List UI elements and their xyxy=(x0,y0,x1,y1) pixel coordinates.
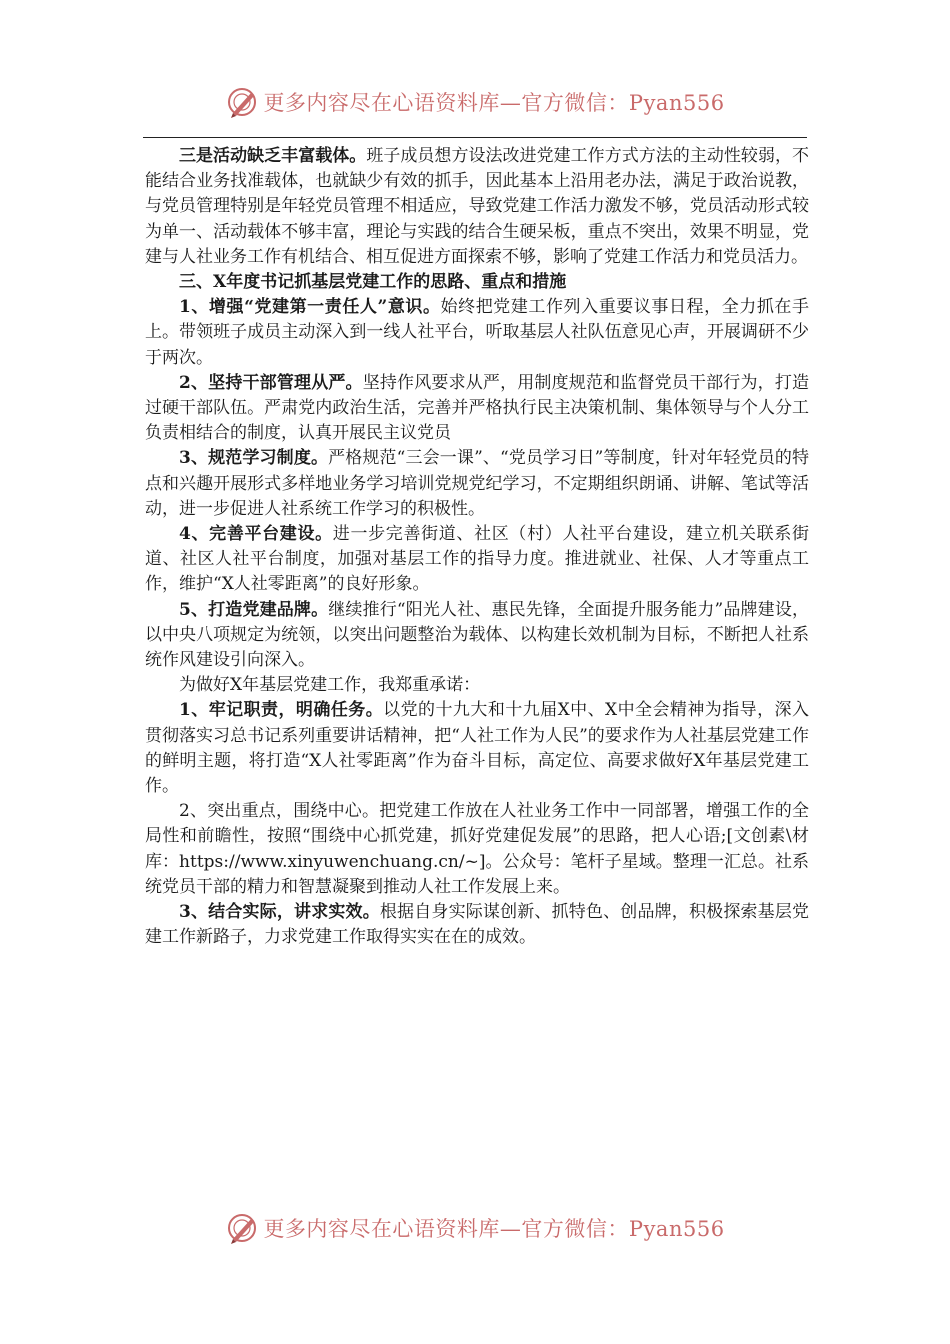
paragraph-text: 严格规范“三会一课”、“党员学习日”等制度，针对年轻党员的特点和兴趣开展形式多样地业务学习培训党规党纪学习，不定期组织朗诵、讲解、笔试等活动，进一步促进人社系统工作学习的积极性。 xyxy=(145,448,809,519)
paragraph xyxy=(145,522,809,598)
paragraph-lead: 1、增强“党建第一责任人”意识。 xyxy=(179,297,441,318)
paragraph-lead: 3、结合实际，讲求实效。 xyxy=(179,902,380,923)
paragraph-lead: 5、打造党建品牌。 xyxy=(179,599,329,620)
paragraph xyxy=(145,144,809,270)
header-divider xyxy=(143,137,807,138)
paragraph-text: 班子成员想方设法改进党建工作方式方法的主动性较弱，不能结合业务找准载体，也就缺少有效的抓手，因此基本上沿用老办法，满足于政治说教，与党员管理特别是年轻党员管理不相适应，导致党建工作活力激发不够，党员活动形式较为单一、活动载体不够丰富，理论与实践的结合生硬呆板，重点不突出，效果不明显，党建与人社业务工作有机结合、相互促进方面探索不够，影响了党建工作活力和党员活力。 xyxy=(145,146,810,267)
banner-text: 更多内容尽在心语资料库—官方微信：Pyan556 xyxy=(263,91,725,115)
banner-text: 更多内容尽在心语资料库—官方微信：Pyan556 xyxy=(263,1217,725,1241)
paragraph-lead: 2、坚持干部管理从严。 xyxy=(179,372,363,393)
pen-logo-icon xyxy=(225,1211,259,1245)
header-banner xyxy=(0,82,950,122)
paragraph-text: 坚持作风要求从严，用制度规范和监督党员干部行为，打造过硬干部队伍。严肃党内政治生活，完善并严格执行民主决策机制、集体领导与个人分工负责相结合的制度，认真开展民主议党员 xyxy=(145,372,809,444)
paragraph-text: 进一步完善街道、社区（村）人社平台建设，建立机关联系街道、社区人社平台制度，加强对基层工作的指导力度。推进就业、社保、人才等重点工作，维护“X人社零距离”的良好形象。 xyxy=(145,524,809,595)
paragraph-lead: 4、完善平台建设。 xyxy=(179,524,333,545)
paragraph: 为做好X年基层党建工作，我郑重承诺： xyxy=(179,675,481,696)
paragraph-lead: 三是活动缺乏丰富载体。 xyxy=(179,146,367,166)
paragraph-text: 继续推行“阳光人社、惠民先锋，全面提升服务能力”品牌建设，以中央八项规定为统领，以突出问题整治为载体、以构建长效机制为目标，不断把人社系统作风建设引向深入。 xyxy=(145,599,809,671)
paragraph-lead: 1、牢记职责，明确任务。 xyxy=(179,700,384,721)
paragraph-text: 以党的十九大和十九届X中、X中全会精神为指导，深入贯彻落实习总书记系列重要讲话精神，把“人社工作为人民”的要求作为人社基层党建工作的鲜明主题，将打造“X人社零距离”作为奋斗目标，高定位、高要求做好X年基层党建工作。 xyxy=(145,700,809,797)
document-body xyxy=(145,144,809,951)
section-heading: 三、X年度书记抓基层党建工作的思路、重点和措施 xyxy=(179,272,567,293)
paragraph-lead: 3、规范学习制度。 xyxy=(179,448,329,469)
paragraph: 2、突出重点，围绕中心。把党建工作放在人社业务工作中一同部署，增强工作的全局性和前瞻性，按照“围绕中心抓党建，抓好党建促发展”的思路，把人心语;[文创素\材库：https://www.xinyuwenchuang.cn/~]。公众号：笔杆子星域。整理一汇总。社系统党员干部的精力和智慧凝聚到推动人社工作发展上来。 xyxy=(145,801,809,897)
pen-logo-icon xyxy=(225,85,259,119)
paragraph xyxy=(145,900,809,950)
paragraph xyxy=(145,446,809,522)
paragraph-text: 根据自身实际谋创新、抓特色、创品牌，积极探索基层党建工作新路子，力求党建工作取得实实在在的成效。 xyxy=(145,902,810,948)
paragraph xyxy=(145,295,809,371)
paragraph xyxy=(145,698,809,799)
paragraph xyxy=(145,371,809,447)
paragraph xyxy=(145,598,809,674)
paragraph-text: 始终把党建工作列入重要议事日程，全力抓在手上。带领班子成员主动深入到一线人社平台，听取基层人社队伍意见心声，开展调研不少于两次。 xyxy=(145,297,809,368)
footer-banner xyxy=(0,1208,950,1248)
